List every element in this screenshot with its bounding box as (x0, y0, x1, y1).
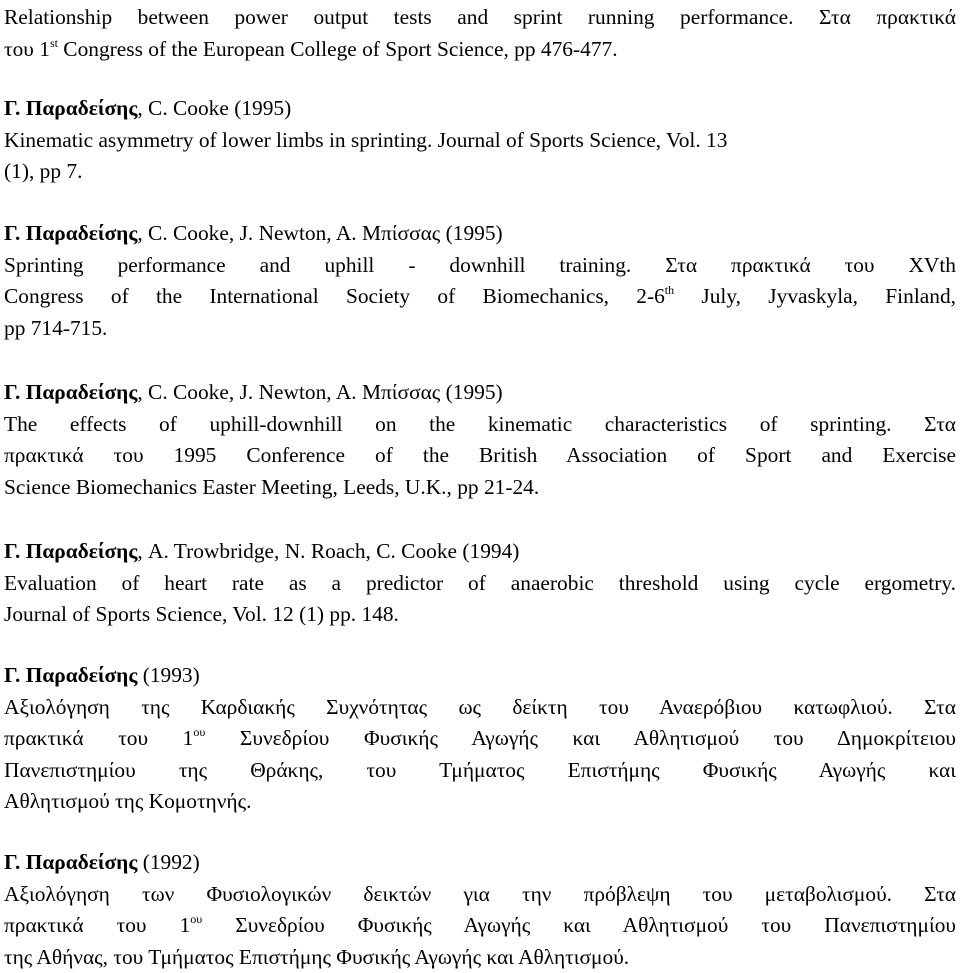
reference-text-line: Congress of the International Society of Biomechanics, 2-6th July, Jyvaskyla, Finland, (4, 283, 956, 308)
reference-text-line: (1), pp 7. (4, 159, 83, 183)
superscript: ου (190, 912, 203, 926)
author-name: Γ. Παραδείσης (4, 663, 138, 687)
superscript: st (49, 35, 58, 50)
reference-authors: Γ. Παραδείσης (1993) (4, 663, 200, 687)
reference-text-line: Πανεπιστημίου της Θράκης, του Τμήματος Επιστήμης Φυσικής Αγωγής και (4, 757, 956, 782)
reference-entry (4, 660, 956, 818)
reference-entry (4, 377, 956, 503)
reference-text-line: πρακτικά του $1^{o\upsilon}$ Συνεδρίου Φυσικής Αγωγής και Αθλητισμού του Πανεπιστημίου (4, 912, 956, 937)
reference-text-line: Relationship between power output tests and sprint running performance. Στα πρακτικά (4, 5, 956, 29)
reference-text-line: πρακτικά του 1995 Conference of the British Association of Sport and Exercise (4, 443, 956, 467)
superscript: ου (193, 725, 206, 739)
reference-text-line: pp 714-715. (4, 315, 108, 340)
reference-authors: Γ. Παραδείσης, C. Cooke, J. Newton, A. Μπίσσας (1995) (4, 380, 503, 404)
reference-text-line: πρακτικά του $1^{o\upsilon}$ Συνεδρίου Φυσικής Αγωγής και Αθλητισμού του Δημοκρίτειου (4, 725, 956, 750)
reference-text-line: της Αθήνας, του Τμήματος Επιστήμης Φυσικής Αγωγής και Αθλητισμού. (4, 944, 630, 969)
reference-authors: Γ. Παραδείσης, A. Trowbridge, N. Roach, C. Cooke (1994) (4, 539, 520, 563)
reference-text-line: Science Biomechanics Easter Meeting, Leeds, U.K., pp 21-24. (4, 474, 540, 499)
reference-text-line: Kinematic asymmetry of lower limbs in sprinting. Journal of Sports Science, Vol. 13 (4, 127, 728, 152)
reference-entry (4, 93, 956, 188)
author-name: Γ. Παραδείσης (4, 96, 138, 120)
reference-authors: Γ. Παραδείσης (1992) (4, 850, 200, 874)
author-name: Γ. Παραδείσης (4, 539, 138, 563)
reference-text-line: Αξιολόγηση των Φυσιολογικών δεικτών για την πρόβλεψη του μεταβολισμού. Στα (4, 881, 956, 906)
author-name: Γ. Παραδείσης (4, 850, 138, 874)
reference-authors: Γ. Παραδείσης, C. Cooke (1995) (4, 96, 292, 120)
reference-text-line: Sprinting performance and uphill - downhill training. Στα πρακτικά του XVth (4, 252, 956, 277)
superscript: th (664, 283, 675, 297)
reference-text-line: Journal of Sports Science, Vol. 12 (1) pp. 148. (4, 602, 399, 626)
reference-entry (4, 2, 956, 65)
reference-authors: Γ. Παραδείσης, C. Cooke, J. Newton, A. Μπίσσας (1995) (4, 221, 503, 245)
reference-text-line: Evaluation of heart rate as a predictor of anaerobic threshold using cycle ergometry. (4, 570, 956, 595)
reference-text-line: The effects of uphill-downhill on the kinematic characteristics of sprinting. Στα (4, 411, 956, 436)
reference-entry (4, 847, 956, 973)
reference-entry (4, 536, 956, 631)
reference-entry (4, 218, 956, 344)
reference-text-line: Αξιολόγηση της Καρδιακής Συχνότητας ως δείκτη του Αναερόβιου κατωφλιού. Στα (4, 694, 956, 719)
reference-text-line: του 1st Congress of the European College of Sport Science, pp 476-477. (4, 35, 618, 61)
author-name: Γ. Παραδείσης (4, 221, 138, 245)
reference-text-line: Αθλητισμού της Κομοτηνής. (4, 789, 252, 813)
author-name: Γ. Παραδείσης (4, 380, 138, 404)
